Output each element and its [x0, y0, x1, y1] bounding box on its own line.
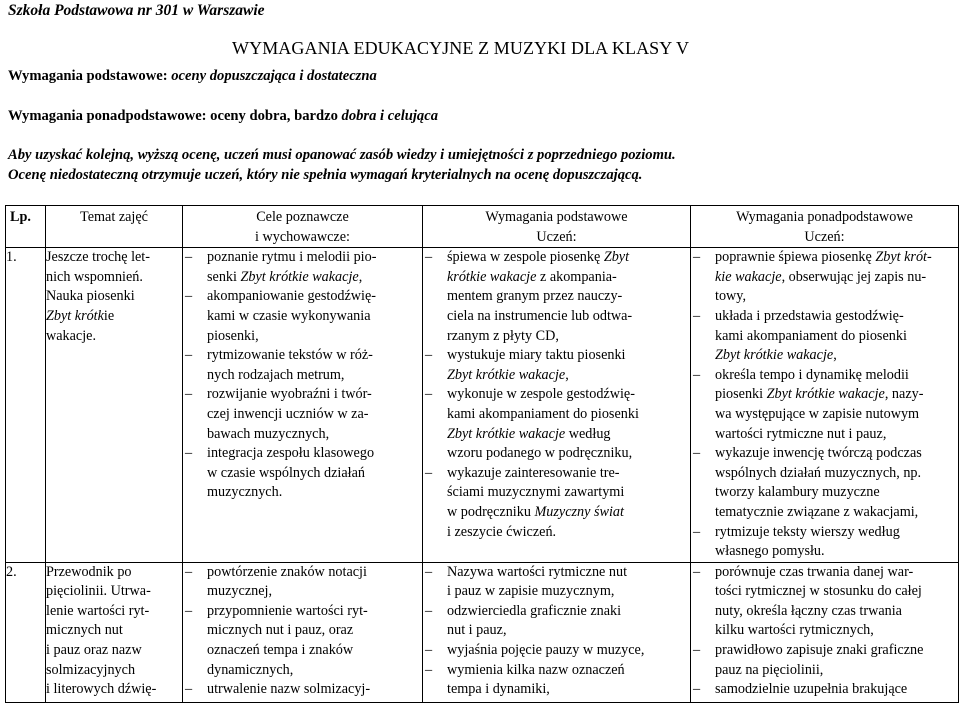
row-goals	[183, 562, 423, 702]
list-item	[691, 444, 958, 522]
list-item	[691, 641, 958, 680]
topic-line-text: micznych nut	[46, 622, 123, 639]
topic-line-text: i pauz oraz nazw	[46, 642, 142, 659]
list-item-line: piosenki,	[207, 327, 259, 344]
list-item-line: nut i pauz,	[447, 622, 507, 639]
advanced-requirements-line	[8, 108, 438, 125]
list-item-line: nych rodzajach metrum,	[207, 366, 345, 383]
list-item-line: ściami muzycznymi zawartymi	[447, 484, 625, 501]
list-item-line: rozwijanie wyobraźni i twór-	[207, 386, 372, 403]
list-item-line: piosenki Zbyt krótkie wakacje, nazy-	[715, 386, 924, 403]
list-item	[423, 641, 690, 661]
list-item	[423, 346, 690, 385]
list-item-line: tempa i dynamiki,	[447, 681, 550, 698]
list-item-line: akompaniowanie gestodźwię-	[207, 288, 377, 305]
row-basic-requirements	[423, 562, 691, 702]
row-advanced-requirements-list	[691, 563, 958, 700]
list-item-line: Zbyt krótkie wakacje,	[447, 366, 569, 383]
list-item-line: kami akompaniament do piosenki	[715, 327, 907, 344]
list-item-line: rytmizowanie tekstów w róż-	[207, 347, 373, 364]
list-item-line: wykazuje inwencję twórczą podczas	[715, 445, 922, 462]
header-goals	[183, 206, 423, 248]
row-basic-requirements-list	[423, 563, 690, 700]
list-item-line: wartości rytmiczne nut i pauz,	[715, 425, 887, 442]
list-item-line: Zbyt krótkie wakacje według	[447, 425, 611, 442]
list-item-line: układa i przedstawia gestodźwię-	[715, 307, 904, 324]
list-item-line: mentem granym przez nauczy-	[447, 288, 623, 305]
list-item	[183, 346, 422, 385]
document-title: WYMAGANIA EDUKACYJNE Z MUZYKI DLA KLASY V	[232, 38, 690, 58]
list-item-line: w podręczniku Muzyczny świat	[447, 503, 624, 520]
list-item	[423, 563, 690, 602]
list-item	[691, 366, 958, 444]
row-basic-requirements	[423, 248, 691, 563]
topic-line-text: lenie wartości ryt-	[46, 602, 150, 619]
list-item-line: poznanie rytmu i melodii pio-	[207, 249, 377, 266]
topic-line-text: wakacje.	[46, 327, 97, 344]
list-item-line: kami w czasie wykonywania	[207, 307, 371, 324]
list-item-line: tworzy kalambury muzyczne	[715, 484, 880, 501]
header-goals-line2: i wychowawcze:	[255, 228, 350, 245]
list-item-line: odzwierciedla graficznie znaki	[447, 602, 622, 619]
topic-line	[46, 287, 182, 307]
note-failing-grade: Ocenę niedostateczną otrzymuje uczeń, który nie spełnia wymagań kryterialnych na ocenę dopuszczającą.	[8, 167, 643, 183]
list-item-line: wzoru podanego w podręczniku,	[447, 445, 633, 462]
header-goals-line1: Cele poznawcze	[256, 209, 349, 225]
row-goals	[183, 248, 423, 563]
list-item	[183, 248, 422, 287]
list-item	[423, 385, 690, 463]
list-item	[183, 680, 422, 700]
list-item	[423, 464, 690, 542]
advanced-requirements-value: dobra i celująca	[341, 108, 439, 124]
topic-line-text: i literowych dźwię-	[46, 681, 157, 698]
row-goals-list	[183, 248, 422, 503]
list-item-line: dynamicznych,	[207, 661, 294, 678]
list-item	[423, 248, 690, 346]
list-item-line: wymienia kilka nazw oznaczeń	[447, 661, 625, 678]
list-item-line: bawach muzycznych,	[207, 425, 330, 442]
list-item	[183, 602, 422, 680]
table-row	[6, 562, 959, 702]
topic-line	[46, 641, 182, 661]
header-advanced-line2: Uczeń:	[804, 228, 845, 245]
topic-line	[46, 621, 182, 641]
list-item	[183, 287, 422, 346]
row-number: 2.	[6, 562, 46, 702]
list-item-line: i zeszycie ćwiczeń.	[447, 523, 557, 540]
row-goals-list	[183, 563, 422, 700]
list-item-line: przypomnienie wartości ryt-	[207, 602, 368, 619]
list-item	[423, 661, 690, 700]
row-advanced-requirements	[691, 562, 959, 702]
school-name: Szkoła Podstawowa nr 301 w Warszawie	[8, 2, 265, 19]
list-item-line: oznaczeń tempa i znaków	[207, 642, 354, 659]
topic-line-text: solmizacyjnych	[46, 661, 136, 678]
list-item-line: pauz na pięciolinii,	[715, 661, 824, 678]
list-item	[691, 248, 958, 307]
list-item-line: micznych nut i pauz, oraz	[207, 622, 354, 639]
list-item-line: i pauz w zapisie muzycznym,	[447, 583, 615, 600]
list-item-line: porównuje czas trwania danej war-	[715, 563, 914, 580]
list-item-line: własnego pomysłu.	[715, 543, 825, 560]
list-item-line: wystukuje miary taktu piosenki	[447, 347, 626, 364]
list-item	[691, 680, 958, 700]
list-item-line: prawidłowo zapisuje znaki graficzne	[715, 642, 924, 659]
row-advanced-requirements-list	[691, 248, 958, 562]
header-topic: Temat zajęć	[46, 206, 183, 248]
topic-line-rest: ie	[103, 307, 115, 324]
list-item	[691, 307, 958, 366]
header-basic-line1: Wymagania podstawowe	[485, 209, 628, 225]
list-item-line: kilku wartości rytmicznych,	[715, 622, 874, 639]
list-item-line: wykazuje zainteresowanie tre-	[447, 464, 620, 481]
list-item-line: w czasie wspólnych działań	[207, 464, 365, 481]
list-item-line: wspólnych działań muzycznych, np.	[715, 464, 922, 481]
header-lp: Lp.	[6, 206, 46, 248]
list-item-line: rzanym z płyty CD,	[447, 327, 559, 344]
list-item-line: wyjaśnia pojęcie pauzy w muzyce,	[447, 642, 645, 659]
header-advanced	[691, 206, 959, 248]
topic-line	[46, 327, 182, 347]
row-topic	[46, 248, 183, 563]
topic-line	[46, 563, 182, 583]
list-item-line: wa występujące w zapisie nutowym	[715, 405, 920, 422]
requirements-table	[5, 205, 959, 703]
basic-requirements-line	[8, 68, 377, 85]
topic-line	[46, 680, 182, 700]
topic-line	[46, 307, 182, 327]
basic-requirements-label: Wymagania podstawowe:	[8, 68, 172, 84]
header-advanced-line1: Wymagania ponadpodstawowe	[736, 209, 913, 225]
list-item	[691, 523, 958, 562]
list-item	[423, 602, 690, 641]
topic-line-text: pięciolinii. Utrwa-	[46, 583, 151, 600]
row-topic	[46, 562, 183, 702]
table-row	[6, 248, 959, 563]
list-item-line: towy,	[715, 288, 746, 305]
advanced-requirements-label: Wymagania ponadpodstawowe: oceny dobra, bardzo	[8, 108, 342, 124]
list-item-line: wykonuje w zespole gestodźwię-	[447, 386, 635, 403]
topic-line-text: Nauka piosenki	[46, 288, 135, 305]
topic-line-text: Przewodnik po	[46, 563, 132, 580]
topic-line	[46, 661, 182, 681]
list-item-line: śpiewa w zespole piosenkę Zbyt	[447, 249, 630, 266]
note-higher-grade: Aby uzyskać kolejną, wyższą ocenę, uczeń musi opanować zasób wiedzy i umiejętności z poprzedniego poziomu.	[8, 147, 676, 163]
basic-requirements-value: oceny dopuszczająca i dostateczna	[171, 68, 377, 84]
row-basic-requirements-list	[423, 248, 690, 542]
list-item-line: samodzielnie uzupełnia brakujące	[715, 681, 908, 698]
header-basic-line2: Uczeń:	[536, 228, 577, 245]
list-item-line: określa tempo i dynamikę melodii	[715, 366, 909, 383]
list-item-line: muzycznej,	[207, 583, 272, 600]
list-item-line: Zbyt krótkie wakacje,	[715, 347, 837, 364]
table-header-row	[6, 206, 959, 248]
list-item-line: poprawnie śpiewa piosenkę Zbyt krót-	[715, 249, 932, 266]
topic-line	[46, 268, 182, 288]
list-item-line: utrwalenie nazw solmizacyj-	[207, 681, 371, 698]
list-item	[183, 563, 422, 602]
list-item-line: powtórzenie znaków notacji	[207, 563, 367, 580]
topic-line-text: Zbyt krótk	[46, 307, 104, 324]
list-item-line: nuty, określa łączny czas trwania	[715, 602, 902, 619]
list-item-line: kami akompaniament do piosenki	[447, 405, 639, 422]
topic-line	[46, 602, 182, 622]
list-item-line: rytmizuje teksty wierszy według	[715, 523, 900, 540]
list-item-line: czej inwencji uczniów w za-	[207, 405, 369, 422]
header-basic	[423, 206, 691, 248]
row-number: 1.	[6, 248, 46, 563]
list-item-line: senki Zbyt krótkie wakacje,	[207, 268, 363, 285]
list-item	[691, 563, 958, 641]
topic-line	[46, 248, 182, 268]
list-item	[183, 385, 422, 444]
list-item-line: krótkie wakacje z akompania-	[447, 268, 617, 285]
topic-line-text: Jeszcze trochę let-	[46, 249, 150, 266]
list-item-line: Nazywa wartości rytmiczne nut	[447, 563, 628, 580]
list-item	[183, 444, 422, 503]
topic-line	[46, 582, 182, 602]
list-item-line: muzycznych.	[207, 484, 283, 501]
list-item-line: ciela na instrumencie lub odtwa-	[447, 307, 633, 324]
list-item-line: tematycznie związane z wakacjami,	[715, 503, 919, 520]
list-item-line: integracja zespołu klasowego	[207, 445, 375, 462]
list-item-line: tości rytmicznej w stosunku do całej	[715, 583, 922, 600]
row-advanced-requirements	[691, 248, 959, 563]
list-item-line: kie wakacje, obserwując jej zapis nu-	[715, 268, 927, 285]
topic-line-text: nich wspomnień.	[46, 268, 143, 285]
